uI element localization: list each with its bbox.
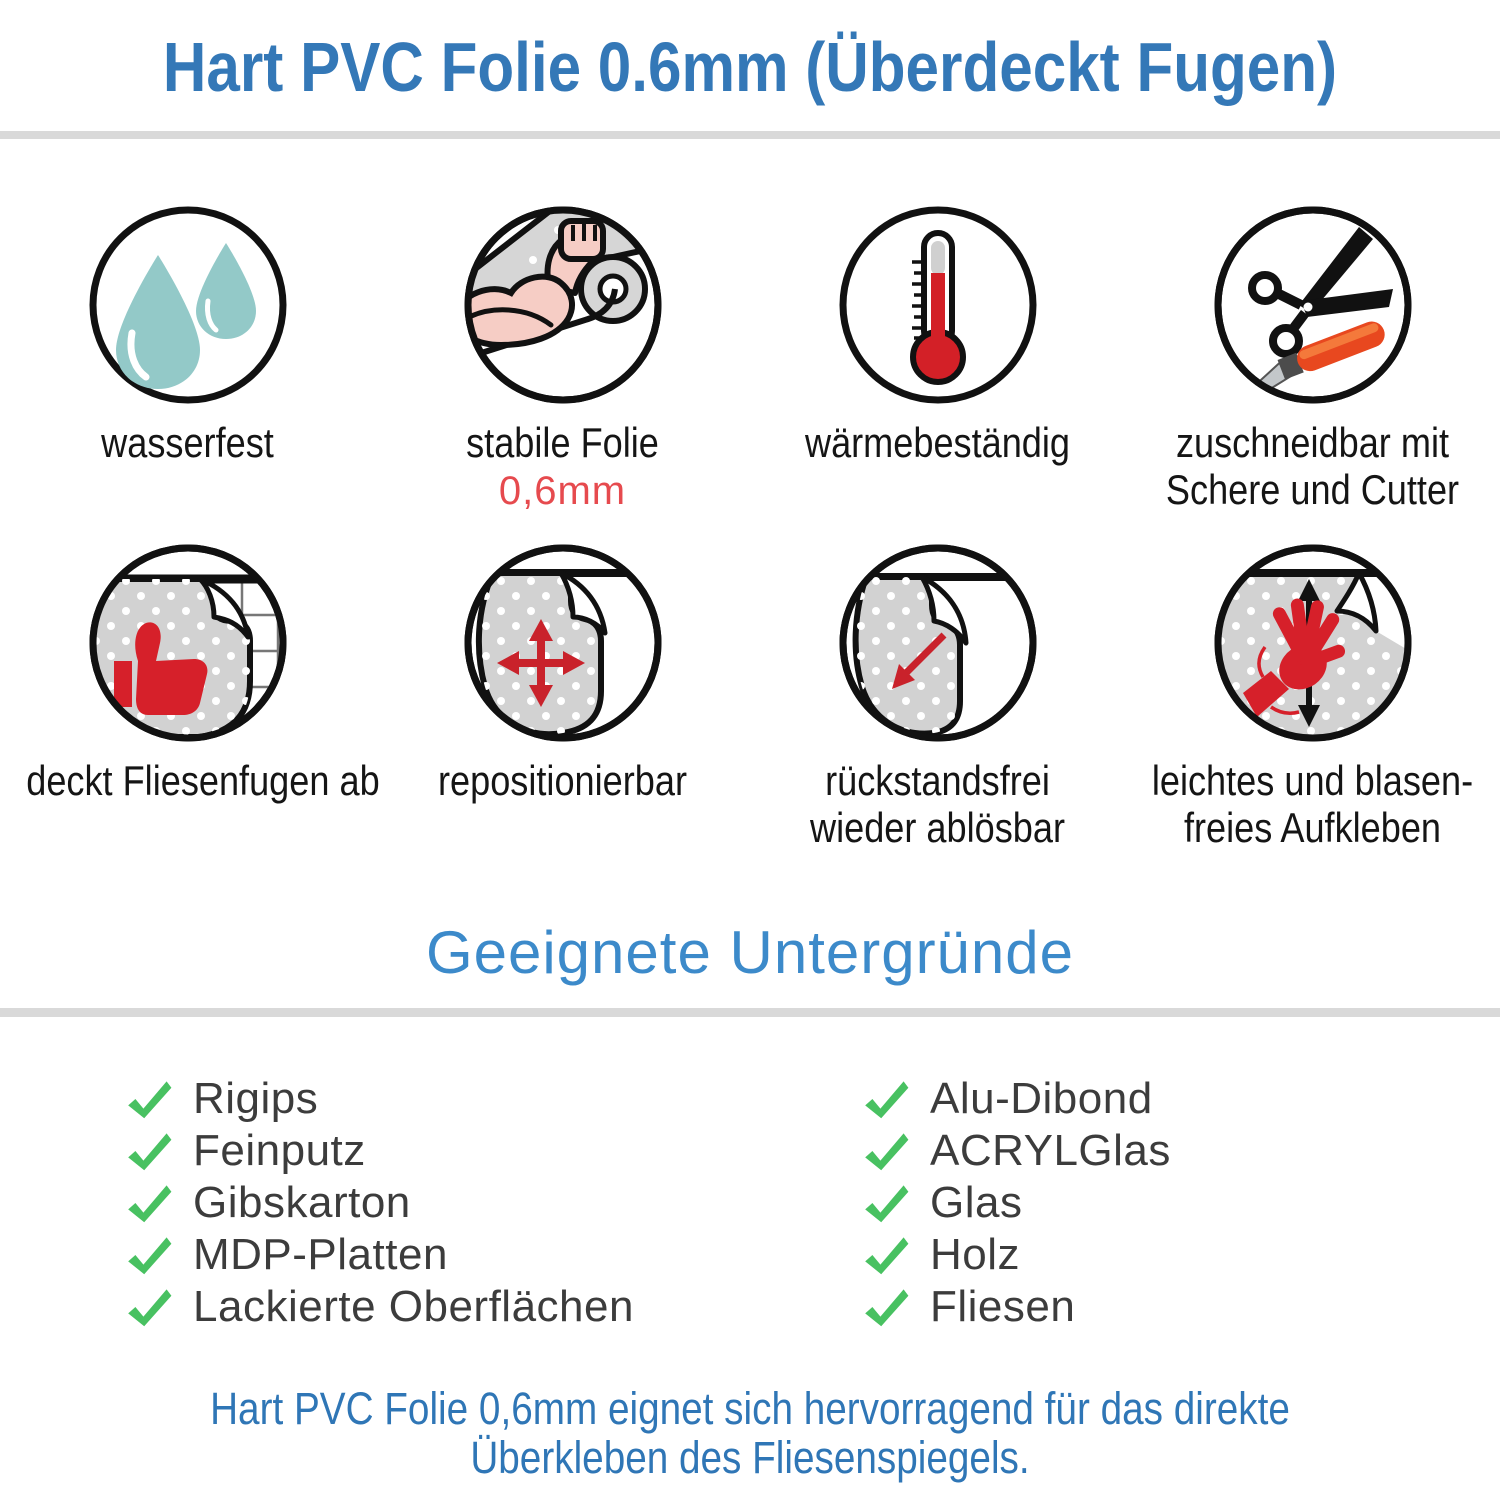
list-item — [125, 1073, 634, 1125]
peel-off-arrow-foil-icon — [838, 543, 1038, 743]
feature-label: rückstandsfrei — [825, 757, 1050, 804]
page-title — [0, 30, 1500, 104]
substrate-label: ACRYLGlas — [930, 1126, 1171, 1175]
feature-label: wasserfest — [101, 419, 274, 466]
feature-zuschneidbar — [1125, 205, 1500, 513]
check-icon — [125, 1231, 173, 1279]
move-arrows-foil-icon — [463, 543, 663, 743]
feature-label-line2: wieder ablösbar — [809, 804, 1065, 851]
check-icon — [862, 1179, 910, 1227]
list-item — [862, 1073, 1171, 1125]
feature-label: deckt Fliesenfugen ab — [26, 757, 380, 804]
substrate-label: Fliesen — [930, 1282, 1076, 1331]
divider-bar-top — [0, 131, 1500, 139]
feature-wasserfest — [0, 205, 375, 466]
list-item — [125, 1125, 634, 1177]
section-heading-untergruende: Geeignete Untergründe — [425, 919, 1075, 986]
feature-deckt-fliesenfugen — [0, 543, 380, 804]
check-icon — [862, 1231, 910, 1279]
check-icon — [862, 1127, 910, 1175]
pressing-hand-foil-icon — [1213, 543, 1413, 743]
feature-leichtes-aufkleben — [1125, 543, 1500, 851]
page-title-text: Hart PVC Folie 0.6mm (Überdeckt Fugen) — [162, 28, 1338, 106]
feature-waermebestaendig — [750, 205, 1125, 466]
scissors-cutter-icon — [1213, 205, 1413, 405]
substrates-column-right — [862, 1073, 1171, 1333]
substrate-label: Alu-Dibond — [930, 1074, 1153, 1123]
thumb-up-tiles-foil-icon — [88, 543, 288, 743]
list-item — [125, 1281, 634, 1333]
substrate-label: Lackierte Oberflächen — [193, 1282, 634, 1331]
muscle-arm-foil-icon — [463, 205, 663, 405]
check-icon — [125, 1127, 173, 1175]
feature-stabile-folie — [375, 205, 750, 514]
check-icon — [125, 1283, 173, 1331]
feature-label: leichtes und blasen- — [1151, 757, 1474, 804]
substrate-label: MDP-Platten — [193, 1230, 448, 1279]
footer-note — [0, 1384, 1500, 1482]
list-item — [862, 1281, 1171, 1333]
list-item — [862, 1229, 1171, 1281]
substrate-label: Gibskarton — [193, 1178, 411, 1227]
list-item — [862, 1125, 1171, 1177]
substrate-label: Feinputz — [193, 1126, 366, 1175]
feature-repositionierbar — [375, 543, 750, 804]
thermometer-icon — [838, 205, 1038, 405]
feature-label: zuschneidbar mit — [1175, 419, 1450, 466]
substrate-label: Rigips — [193, 1074, 319, 1123]
feature-label: wärmebeständig — [804, 419, 1071, 466]
list-item — [125, 1177, 634, 1229]
substrate-label: Holz — [930, 1230, 1021, 1279]
feature-label: repositionierbar — [438, 757, 687, 804]
check-icon — [125, 1179, 173, 1227]
check-icon — [862, 1283, 910, 1331]
substrate-label: Glas — [930, 1178, 1023, 1227]
list-item — [125, 1229, 634, 1281]
list-item — [862, 1177, 1171, 1229]
feature-rueckstandsfrei — [750, 543, 1125, 851]
feature-label-line2: Schere und Cutter — [1165, 466, 1460, 513]
check-icon — [862, 1075, 910, 1123]
feature-label: stabile Folie — [466, 419, 659, 466]
divider-bar-middle — [0, 1008, 1500, 1017]
footer-line-1: Hart PVC Folie 0,6mm eignet sich hervorragend für das direkte — [210, 1383, 1290, 1434]
feature-label-line2: freies Aufkleben — [1183, 804, 1442, 851]
water-drops-icon — [88, 205, 288, 405]
feature-sublabel-thickness: 0,6mm — [498, 469, 627, 513]
substrates-column-left — [125, 1073, 634, 1333]
footer-line-2: Überkleben des Fliesenspiegels. — [470, 1432, 1030, 1483]
check-icon — [125, 1075, 173, 1123]
